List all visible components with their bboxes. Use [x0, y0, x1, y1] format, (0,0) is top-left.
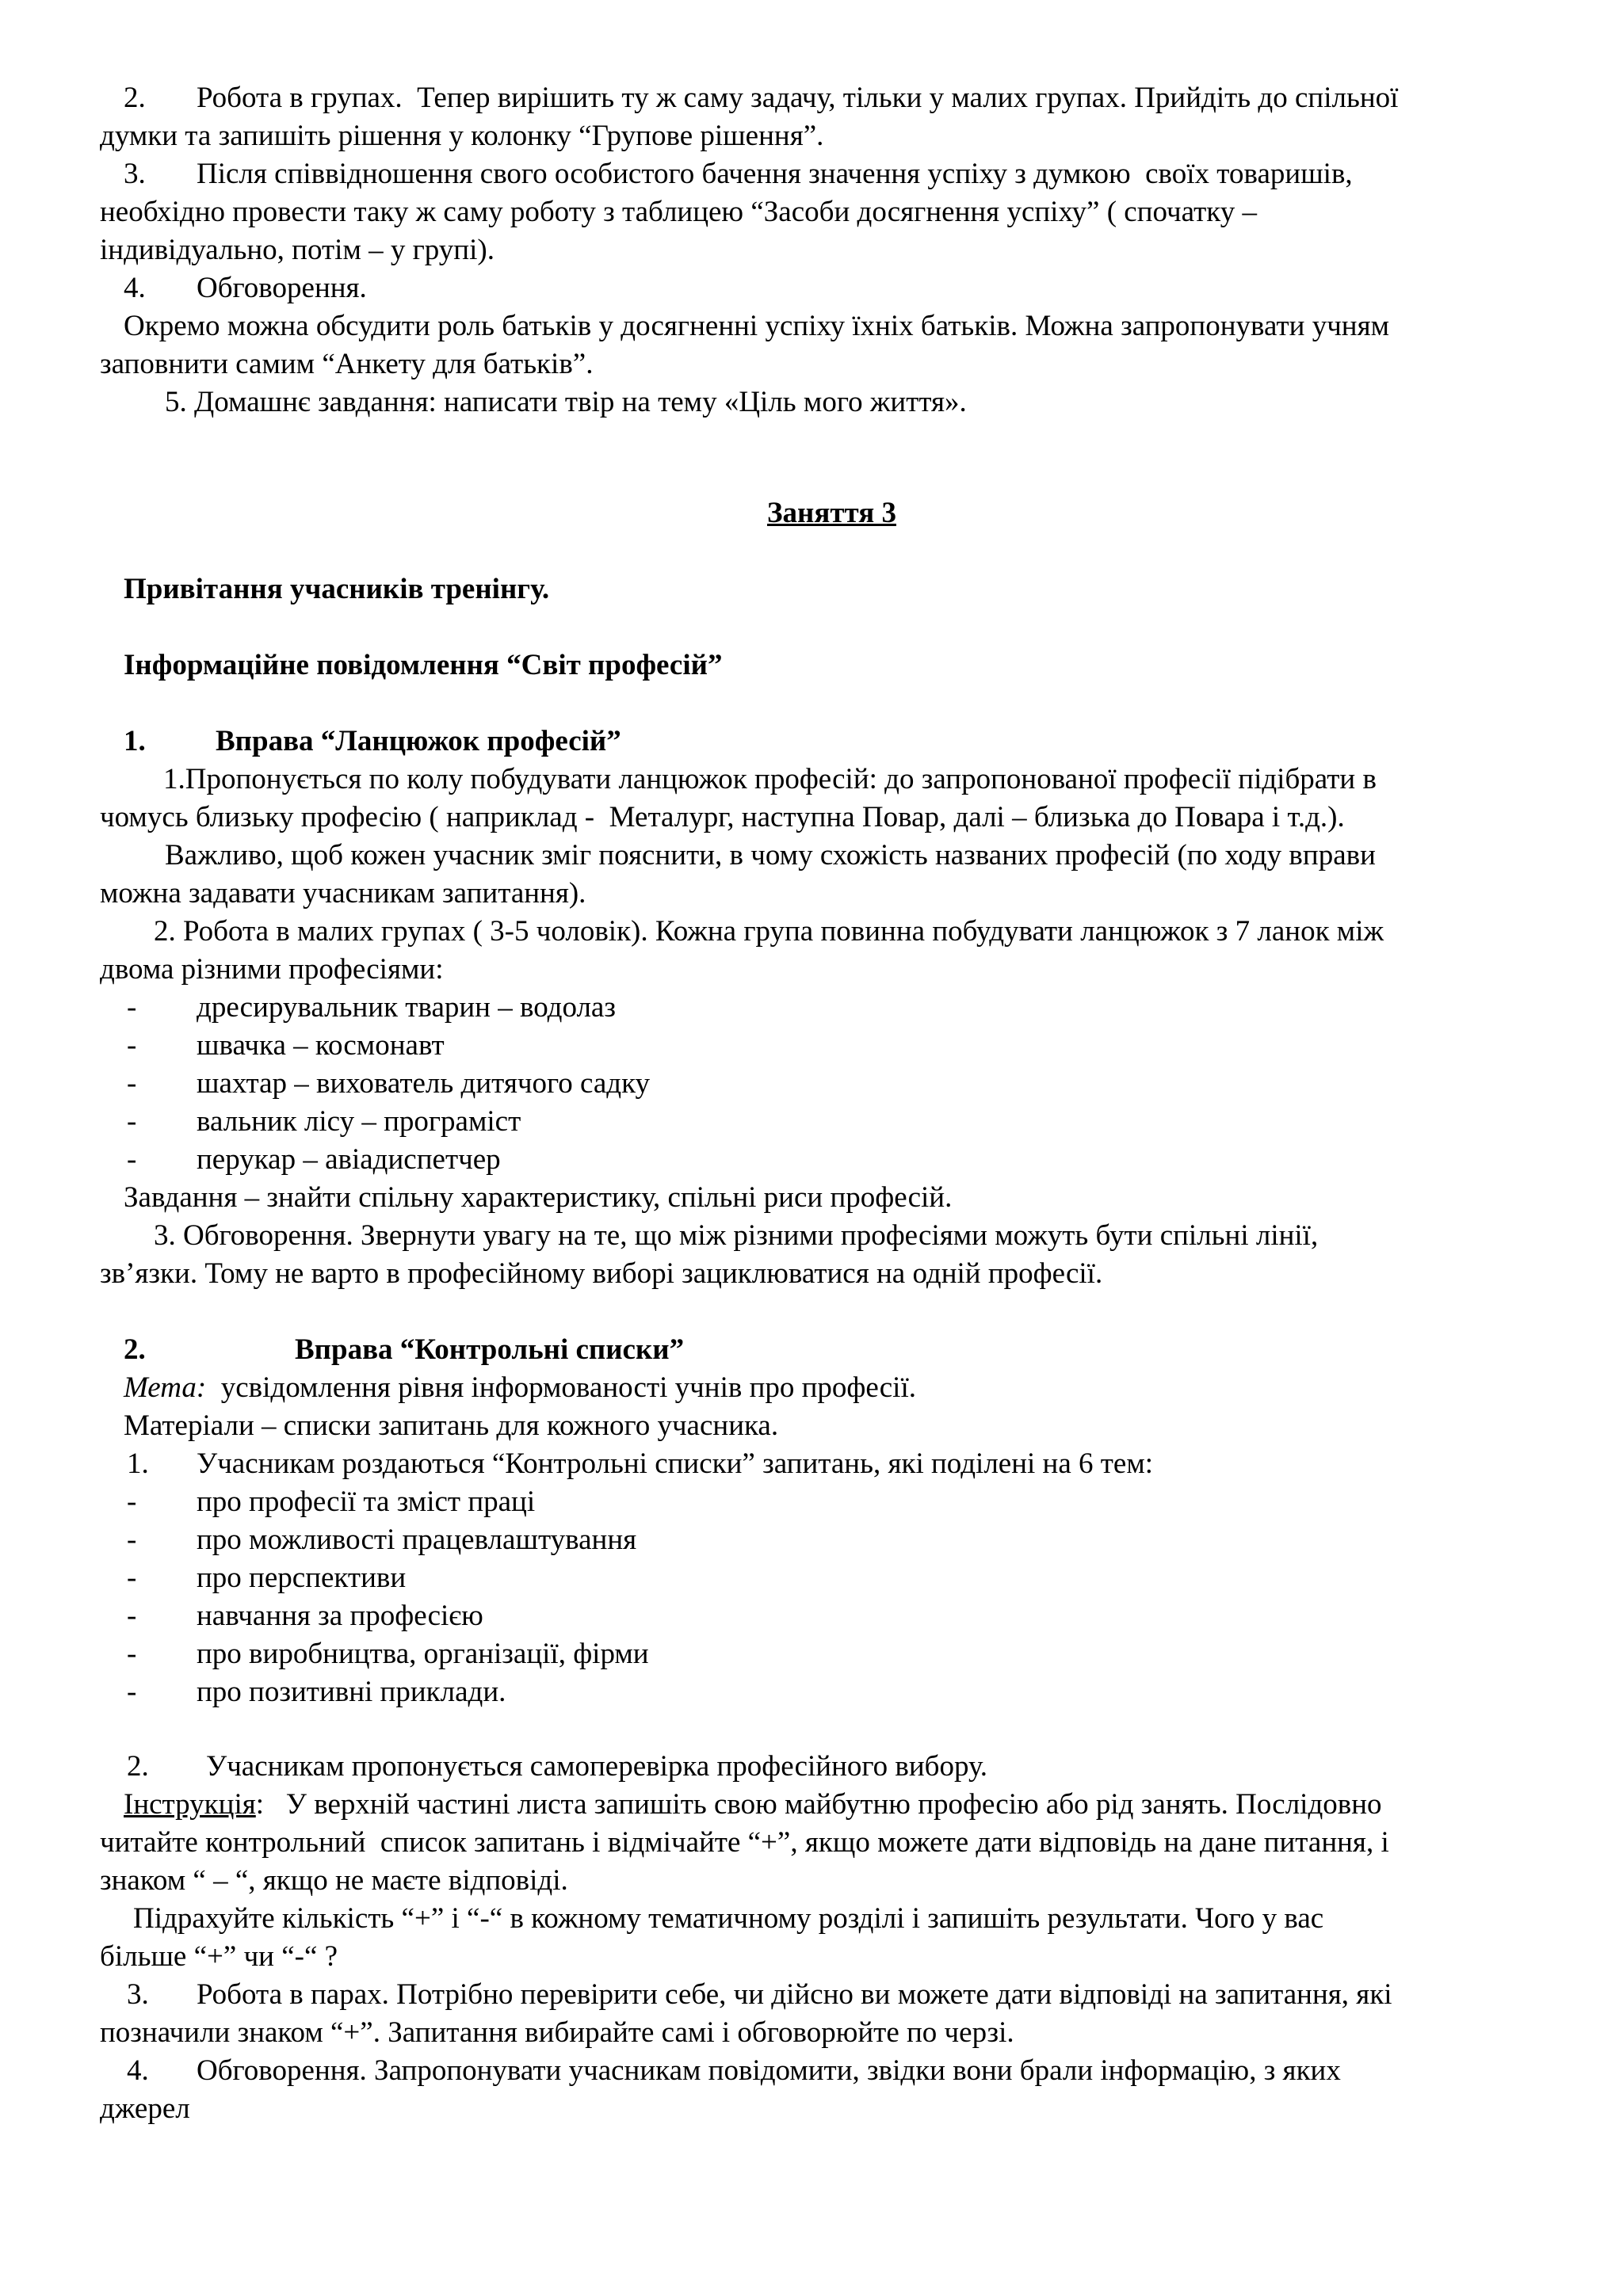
- exercise-1-title: Вправа “Ланцюжок професій”: [216, 725, 621, 757]
- exercise-1-p3-line-2: двома різними професіями:: [100, 953, 444, 986]
- topic-dash: -: [127, 1562, 137, 1594]
- topic-item: про позитивні приклади.: [197, 1676, 506, 1708]
- topic-item: про перспективи: [197, 1562, 407, 1594]
- step-4-line-2: джерел: [100, 2092, 190, 2125]
- item-2-number: 2.: [124, 82, 146, 114]
- topic-dash: -: [127, 1600, 137, 1632]
- exercise-1-number: 1.: [124, 725, 146, 757]
- topic-dash: -: [127, 1524, 137, 1556]
- profession-pair: шахтар – вихователь дитячого садку: [197, 1067, 651, 1100]
- instruction-line-1: [124, 1786, 1382, 1824]
- exercise-1-p2-line-2: можна задавати учасникам запитання).: [100, 877, 586, 910]
- step-1-text: Учасникам роздаються “Контрольні списки” запитань, які поділені на 6 тем:: [197, 1447, 1154, 1480]
- instruction-label: Інструкція: [124, 1788, 256, 1821]
- exercise-2-goal: [124, 1369, 916, 1407]
- exercise-2-materials: Матеріали – списки запитань для кожного учасника.: [124, 1409, 779, 1442]
- profession-pair: перукар – авіадиспетчер: [197, 1143, 501, 1176]
- profession-pair: дресирувальник тварин – водолаз: [197, 991, 616, 1024]
- parents-paragraph-line-2: заповнити самим “Анкету для батьків”.: [100, 348, 594, 380]
- pair-dash: -: [127, 1143, 137, 1176]
- profession-pair: вальник лісу – програміст: [197, 1105, 521, 1138]
- topic-item: навчання за професією: [197, 1600, 483, 1632]
- step-4-line-1: Обговорення. Запропонувати учасникам повідомити, звідки вони брали інформацію, з яких: [197, 2054, 1341, 2087]
- exercise-1-p3-line-1: 2. Робота в малих групах ( 3-5 чоловік). Кожна група повинна побудувати ланцюжок з 7 ланок між: [154, 915, 1384, 948]
- homework-line: 5. Домашнє завдання: написати твір на тему «Ціль мого життя».: [165, 386, 967, 418]
- count-line-1: Підрахуйте кількість “+” і “-“ в кожному тематичному розділі і запишіть результати. Чого у вас: [133, 1902, 1324, 1935]
- step-3-number: 3.: [127, 1978, 149, 2011]
- pair-dash: -: [127, 1105, 137, 1138]
- item-3-number: 3.: [124, 158, 146, 190]
- parents-paragraph-line-1: Окремо можна обсудити роль батьків у досягненні успіху їхніх батьків. Можна запропонувати учням: [124, 310, 1390, 342]
- exercise-1-task: Завдання – знайти спільну характеристику, спільні риси професій.: [124, 1181, 953, 1214]
- exercise-1-p4-line-2: зв’язки. Тому не варто в професійному виборі зациклюватися на одній професії.: [100, 1257, 1103, 1290]
- lesson-title: Заняття 3: [767, 497, 896, 529]
- profession-pair: швачка – космонавт: [197, 1029, 445, 1062]
- greeting-heading: Привітання учасників тренінгу.: [124, 573, 550, 605]
- instruction-line-3: знаком “ – “, якщо не маєте відповіді.: [100, 1864, 568, 1897]
- step-2-number: 2.: [127, 1750, 149, 1783]
- step-3-line-1: Робота в парах. Потрібно перевірити себе, чи дійсно ви можете дати відповіді на запитання, які: [197, 1978, 1392, 2011]
- pair-dash: -: [127, 991, 137, 1024]
- instruction-line-2: читайте контрольний список запитань і відмічайте “+”, якщо можете дати відповідь на дане питання, і: [100, 1826, 1389, 1859]
- exercise-1-p1-line-1: 1.Пропонується по колу побудувати ланцюжок професій: до запропонованої професії підібрати в: [163, 763, 1377, 795]
- topic-item: про можливості працевлаштування: [197, 1524, 637, 1556]
- item-4-line-1: Обговорення.: [197, 272, 367, 304]
- item-3-line-3: індивідуально, потім – у групі).: [100, 234, 495, 266]
- step-3-line-2: позначили знаком “+”. Запитання вибирайте самі і обговорюйте по черзі.: [100, 2016, 1014, 2049]
- topic-dash: -: [127, 1486, 137, 1518]
- exercise-2-number: 2.: [124, 1333, 146, 1366]
- count-line-2: більше “+” чи “-“ ?: [100, 1940, 338, 1973]
- exercise-1-p2-line-1: Важливо, щоб кожен учасник зміг пояснити, в чому схожість названих професій (по ходу вправи: [165, 839, 1376, 871]
- topic-dash: -: [127, 1676, 137, 1708]
- step-2-text: Учасникам пропонується самоперевірка професійного вибору.: [206, 1750, 988, 1783]
- topic-item: про професії та зміст праці: [197, 1486, 536, 1518]
- step-1-number: 1.: [127, 1447, 149, 1480]
- item-3-line-1: Після співвідношення свого особистого бачення значення успіху з думкою своїх товаришів,: [197, 158, 1353, 190]
- item-2-line-2: думки та запишіть рішення у колонку “Групове рішення”.: [100, 120, 824, 152]
- exercise-1-p1-line-2: чомусь близьку професію ( наприклад - Металург, наступна Повар, далі – близька до Повара і т.д.).: [100, 801, 1345, 833]
- info-heading: Інформаційне повідомлення “Світ професій”: [124, 649, 723, 681]
- goal-label: Мета:: [124, 1371, 207, 1404]
- topic-dash: -: [127, 1638, 137, 1670]
- goal-text: усвідомлення рівня інформованості учнів про професії.: [206, 1371, 916, 1404]
- item-2-line-1: Робота в групах. Тепер вирішить ту ж саму задачу, тільки у малих групах. Прийдіть до спільної: [197, 82, 1399, 114]
- exercise-1-p4-line-1: 3. Обговорення. Звернути увагу на те, що між різними професіями можуть бути спільні лінії,: [154, 1219, 1319, 1252]
- pair-dash: -: [127, 1067, 137, 1100]
- topic-item: про виробництва, організації, фірми: [197, 1638, 649, 1670]
- item-4-number: 4.: [124, 272, 146, 304]
- pair-dash: -: [127, 1029, 137, 1062]
- exercise-2-title: Вправа “Контрольні списки”: [295, 1333, 685, 1366]
- item-3-line-2: необхідно провести таку ж саму роботу з таблицею “Засоби досягнення успіху” ( спочатку –: [100, 196, 1258, 228]
- instruction-text: : У верхній частині листа запишіть свою майбутню професію або рід занять. Послідовно: [255, 1788, 1382, 1821]
- step-4-number: 4.: [127, 2054, 149, 2087]
